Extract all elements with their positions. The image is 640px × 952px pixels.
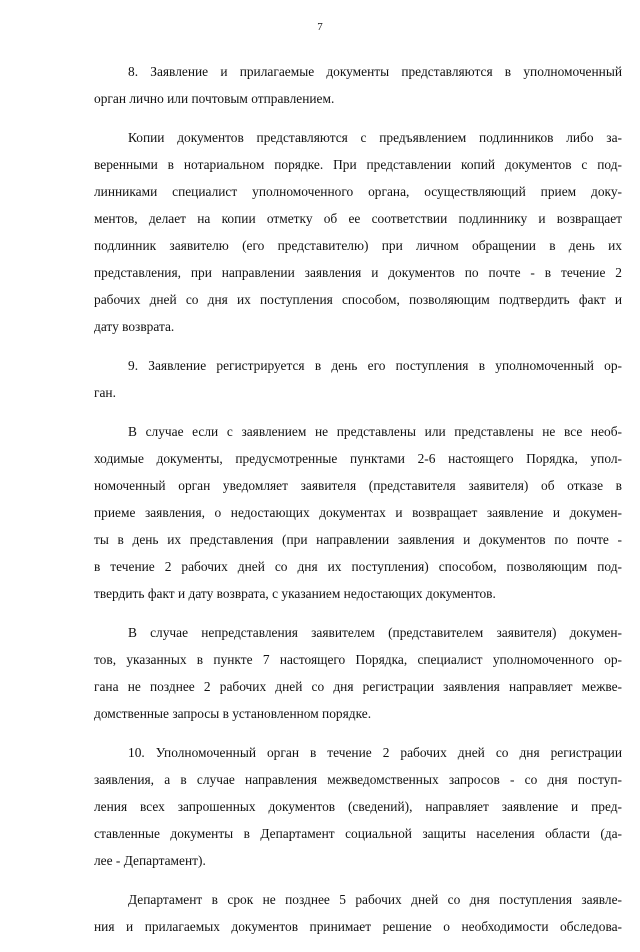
text-line: веренными в нотариальном порядке. При представлении копий документов с под- — [94, 157, 622, 172]
text-line: В случае непредставления заявителем (представителем заявителя) докумен- — [128, 625, 622, 640]
text-line: орган лично или почтовым отправлением. — [94, 91, 335, 106]
text-line: твердить факт и дату возврата, с указанием недостающих документов. — [94, 586, 496, 601]
text-line: подлинник заявителю (его представителю) при личном обращении в день их — [94, 238, 622, 253]
text-line: представления, при направлении заявления и документов по почте - в течение 2 — [94, 265, 622, 280]
text-line: В случае если с заявлением не представлены или представлены не все необ- — [128, 424, 622, 439]
text-line: линниками специалист уполномоченного органа, осуществляющий прием доку- — [94, 184, 622, 199]
paragraph — [94, 739, 622, 874]
text-line: приеме заявления, о недостающих документах и возвращает заявление и докумен- — [94, 505, 622, 520]
page-number: 7 — [317, 21, 323, 33]
text-line: 8. Заявление и прилагаемые документы представляются в уполномоченный — [128, 64, 622, 79]
paragraph — [94, 886, 622, 940]
paragraph — [94, 352, 622, 406]
text-line: ментов, делает на копии отметку об ее соответствии подлиннику и возвращает — [94, 211, 622, 226]
text-line: 9. Заявление регистрируется в день его поступления в уполномоченный ор- — [128, 358, 622, 373]
text-line: лее - Департамент). — [94, 853, 206, 868]
text-line: тов, указанных в пункте 7 настоящего Порядка, специалист уполномоченного ор- — [94, 652, 622, 667]
paragraph — [94, 619, 622, 727]
document-body — [94, 58, 622, 952]
text-line: ния и прилагаемых документов принимает решение о необходимости обследова- — [94, 919, 622, 934]
text-line: рабочих дней со дня их поступления способом, позволяющим подтвердить факт и — [94, 292, 622, 307]
text-line: ты в день их представления (при направлении заявления и документов по почте - — [94, 532, 622, 547]
text-line: номоченный орган уведомляет заявителя (представителя заявителя) об отказе в — [94, 478, 622, 493]
text-line: дату возврата. — [94, 319, 175, 334]
text-line: Копии документов представляются с предъявлением подлинников либо за- — [128, 130, 622, 145]
text-line: гана не позднее 2 рабочих дней со дня регистрации заявления направляет межве- — [94, 679, 622, 694]
paragraph — [94, 124, 622, 340]
text-line: ставленные документы в Департамент социальной защиты населения области (да- — [94, 826, 622, 841]
text-line: 10. Уполномоченный орган в течение 2 рабочих дней со дня регистрации — [128, 745, 622, 760]
text-line: заявления, а в случае направления межведомственных запросов - со дня поступ- — [94, 772, 622, 787]
paragraph — [94, 418, 622, 607]
text-line: в течение 2 рабочих дней со дня их поступления) способом, позволяющим под- — [94, 559, 622, 574]
text-line: ган. — [94, 385, 116, 400]
text-line: домственные запросы в установленном порядке. — [94, 706, 372, 721]
text-line: ления всех запрошенных документов (сведений), направляет заявление и пред- — [94, 799, 622, 814]
paragraph — [94, 58, 622, 112]
text-line: ходимые документы, предусмотренные пунктами 2-6 настоящего Порядка, упол- — [94, 451, 622, 466]
text-line: Департамент в срок не позднее 5 рабочих дней со дня поступления заявле- — [128, 892, 622, 907]
